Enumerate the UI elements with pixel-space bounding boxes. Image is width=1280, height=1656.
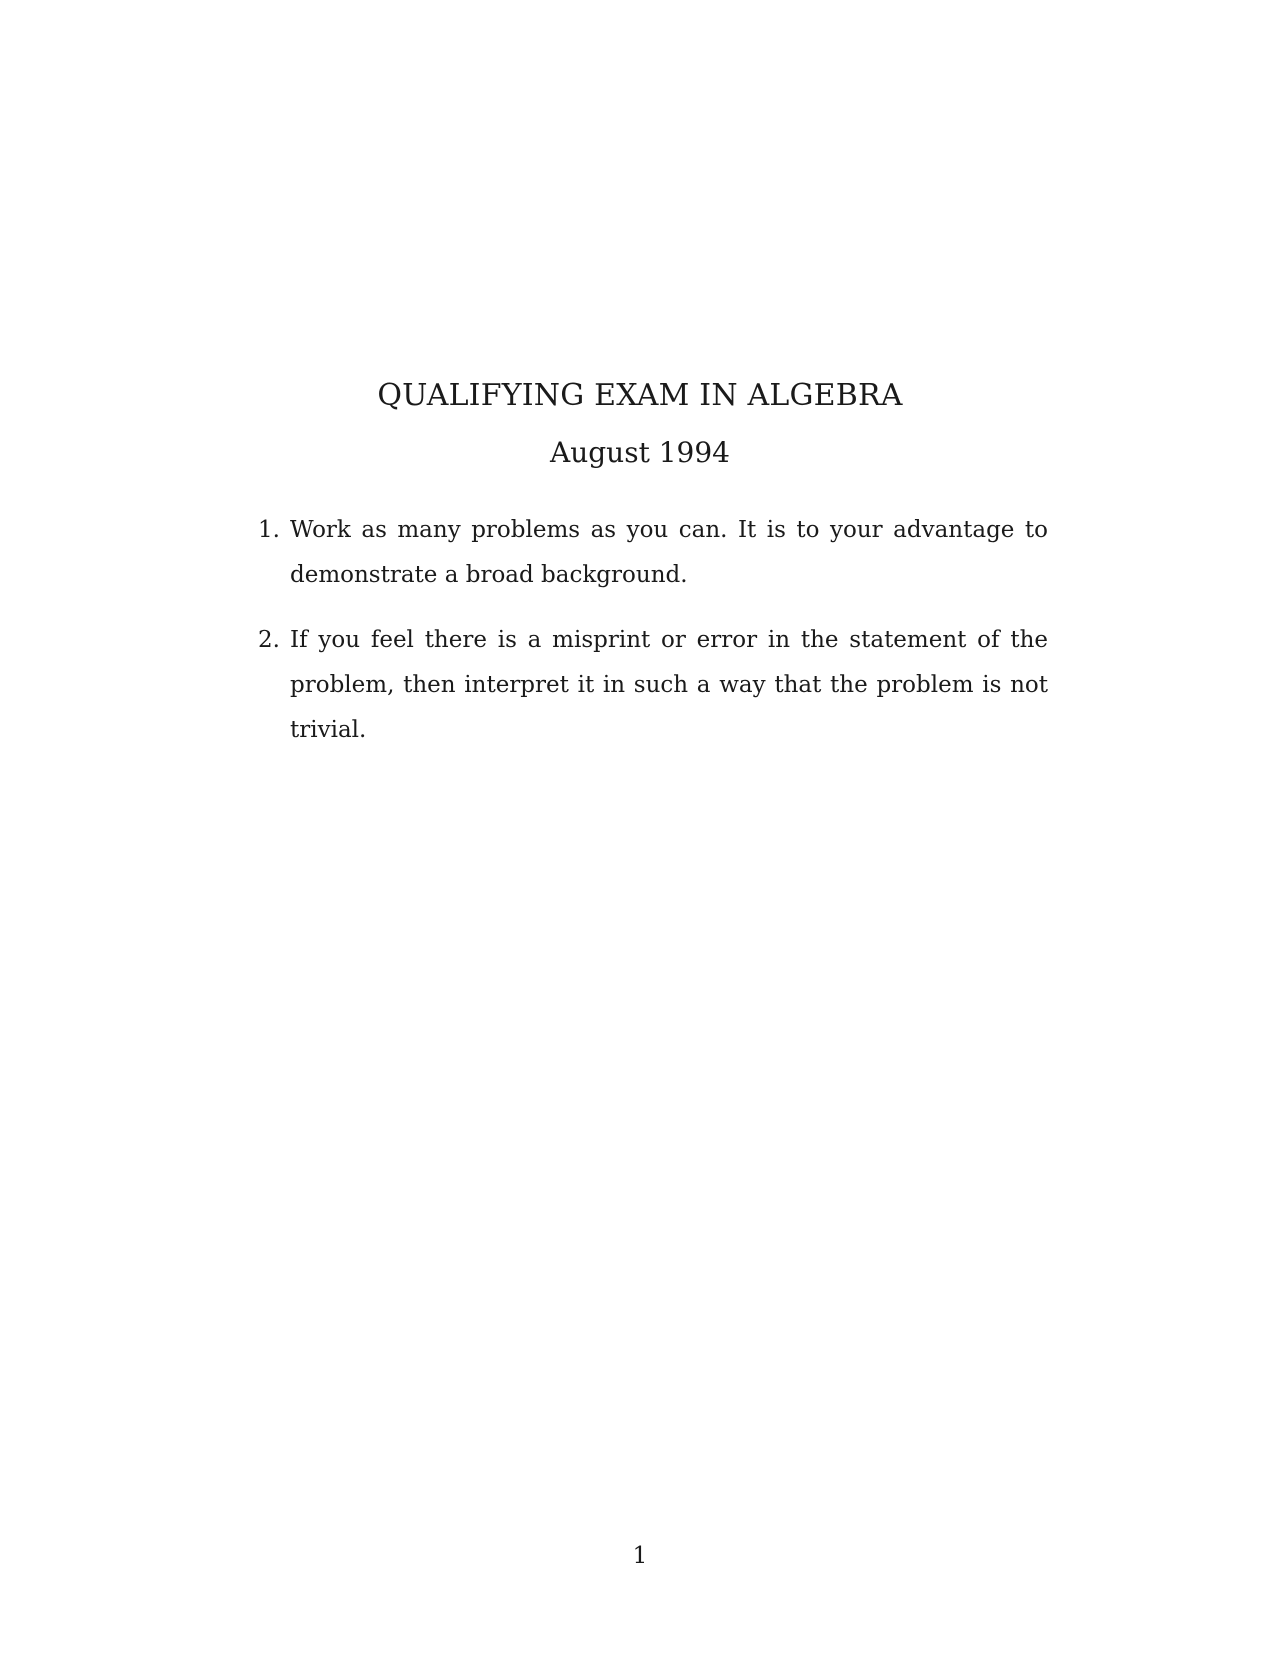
instruction-text: Work as many problems as you can. It is to your advantage to demonstrate a broad background. [290,517,1048,588]
instructions-list [258,508,1048,773]
exam-date: August 1994 [550,436,730,469]
instruction-text: If you feel there is a misprint or error in the statement of the problem, then interpret it in such a way that the problem is not trivial. [290,627,1048,743]
instruction-item [258,508,1048,598]
instruction-item [258,618,1048,753]
exam-title: QUALIFYING EXAM IN ALGEBRA [377,378,903,413]
page-number: 1 [632,1543,648,1569]
instruction-number: 2. [258,627,280,653]
instruction-number: 1. [258,517,280,543]
